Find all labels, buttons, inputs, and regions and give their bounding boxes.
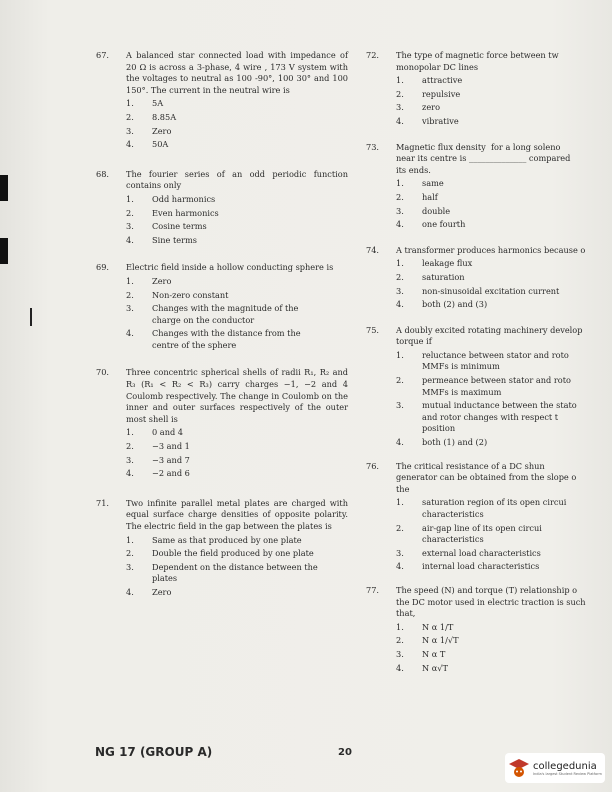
answer-option — [396, 561, 612, 573]
option-number: 2. — [126, 207, 134, 218]
answer-option — [396, 635, 612, 647]
answer-option — [396, 622, 612, 634]
answer-option — [396, 548, 612, 560]
answer-option — [396, 523, 612, 546]
answer-option — [126, 441, 348, 453]
answer-option — [396, 437, 612, 449]
question-number: 70. — [96, 367, 110, 378]
option-text: leakage flux — [422, 258, 473, 269]
option-text: air-gap line of its open circui characteristics — [422, 522, 542, 545]
option-number: 3. — [396, 285, 404, 296]
answer-option — [126, 126, 348, 138]
option-number: 1. — [126, 98, 134, 109]
option-text: both (1) and (2) — [422, 437, 488, 448]
option-text: mutual inductance between the stato and rotor changes with respect t position — [422, 400, 577, 434]
option-text: internal load characteristics — [422, 561, 540, 572]
answer-option — [396, 400, 612, 435]
option-text: Odd harmonics — [152, 193, 216, 204]
question-stem: The critical resistance of a DC shun generator can be obtained from the slope o the — [396, 460, 577, 494]
question — [96, 367, 348, 479]
answer-option — [126, 303, 348, 326]
question-stem: A transformer produces harmonics because o — [396, 244, 586, 255]
option-number: 4. — [396, 115, 404, 126]
option-text: half — [422, 191, 438, 202]
option-text: one fourth — [422, 219, 466, 230]
question — [96, 498, 348, 599]
option-text: double — [422, 205, 451, 216]
option-text: repulsive — [422, 88, 461, 99]
question-stem: The fourier series of an odd periodic function contains only — [126, 168, 348, 191]
answer-option — [126, 235, 348, 247]
option-number: 3. — [126, 561, 134, 572]
option-text: 0 and 4 — [152, 427, 184, 438]
option-text: Double the field produced by one plate — [152, 548, 314, 559]
option-number: 4. — [396, 299, 404, 310]
answer-option — [126, 208, 348, 220]
option-number: 2. — [126, 111, 134, 122]
question-number: 76. — [366, 460, 380, 471]
option-text: −3 and 1 — [152, 441, 190, 452]
question-number: 74. — [366, 244, 380, 255]
option-number: 2. — [396, 271, 404, 282]
option-text: 50A — [152, 139, 169, 150]
answer-option — [126, 112, 348, 124]
option-text: zero — [422, 102, 441, 113]
option-number: 3. — [126, 221, 134, 232]
answer-option — [126, 194, 348, 206]
option-number: 3. — [396, 648, 404, 659]
option-number: 2. — [396, 88, 404, 99]
question-number: 73. — [366, 141, 380, 152]
answer-option — [126, 290, 348, 302]
option-text: Zero — [152, 275, 172, 286]
option-text: attractive — [422, 75, 463, 86]
option-text: saturation region of its open circui characteristics — [422, 497, 567, 519]
question-number: 68. — [96, 168, 110, 179]
answer-option — [396, 206, 612, 218]
option-number: 4. — [396, 437, 404, 448]
option-number: 4. — [126, 328, 134, 339]
answer-option — [396, 497, 612, 520]
option-number: 4. — [126, 468, 134, 479]
option-text: Changes with the distance from the centre of the sphere — [152, 328, 301, 350]
question — [366, 585, 612, 674]
option-number: 1. — [126, 427, 134, 438]
option-text: N α 1/√T — [422, 635, 459, 646]
option-number: 4. — [126, 586, 134, 597]
option-text: −3 and 7 — [152, 454, 190, 465]
question-stem: A balanced star connected load with impedance of 20 Ω is across a 3-phase, 4 wire , 173 V system with the voltages to neutral as 100 -90°, 100 30° and 100 150°. The current in the neutral wire is — [126, 50, 348, 95]
question-stem: The speed (N) and torque (T) relationship o the DC motor used in electric traction is such that, — [396, 584, 586, 619]
option-number: 1. — [396, 349, 404, 360]
option-number: 1. — [126, 193, 134, 204]
option-number: 2. — [396, 191, 404, 202]
option-number: 2. — [126, 289, 134, 300]
option-text: Same as that produced by one plate — [152, 534, 302, 545]
answer-option — [396, 649, 612, 661]
scan-mark — [0, 238, 8, 264]
option-number: 1. — [396, 178, 404, 189]
option-text: Non-zero constant — [152, 289, 229, 300]
option-number: 4. — [396, 561, 404, 572]
paper-code: NG 17 (GROUP A) — [95, 745, 213, 759]
option-number: 3. — [126, 125, 134, 136]
option-number: 3. — [396, 102, 404, 113]
answer-option — [396, 350, 612, 373]
answer-option — [396, 299, 612, 311]
scan-mark — [0, 175, 8, 201]
question-number: 69. — [96, 262, 110, 273]
question — [366, 142, 612, 231]
answer-option — [126, 562, 348, 585]
option-text: both (2) and (3) — [422, 299, 488, 310]
left-column — [96, 50, 348, 599]
option-number: 3. — [396, 205, 404, 216]
question — [366, 461, 612, 573]
option-number: 1. — [396, 75, 404, 86]
collegedunia-logo — [505, 753, 605, 783]
question-number: 71. — [96, 497, 110, 508]
option-number: 3. — [396, 400, 404, 411]
answer-option — [396, 663, 612, 675]
scan-mark — [30, 308, 32, 326]
question-stem: The type of magnetic force between tw monopolar DC lines — [396, 50, 559, 72]
option-text: 8.85A — [152, 111, 177, 122]
question-stem: Three concentric spherical shells of radii R₁, R₂ and R₃ (R₁ < R₂ < R₃) carry charges −1, −2 and 4 Coulomb respectively. The change in Coulomb on the inner and outer surfaces respectively of the outer most shell is — [126, 367, 348, 424]
question-number: 77. — [366, 584, 380, 595]
option-number: 2. — [396, 375, 404, 386]
question-stem: A doubly excited rotating machinery develop torque if — [396, 324, 583, 347]
answer-option — [126, 587, 348, 599]
answer-option — [126, 468, 348, 480]
option-number: 3. — [126, 454, 134, 465]
option-number: 2. — [126, 441, 134, 452]
question — [366, 325, 612, 449]
logo-name: collegedunia — [533, 760, 597, 772]
option-text: vibrative — [422, 115, 459, 126]
answer-option — [396, 192, 612, 204]
option-number: 1. — [396, 497, 404, 508]
option-number: 4. — [126, 139, 134, 150]
option-text: Dependent on the distance between the plates — [152, 561, 318, 584]
answer-option — [396, 272, 612, 284]
question-number: 72. — [366, 50, 380, 60]
question-number: 67. — [96, 50, 110, 60]
question-stem: Magnetic flux density for a long soleno near its centre is ______________ compared its ends. — [396, 141, 571, 175]
option-text: external load characteristics — [422, 547, 541, 558]
answer-option — [396, 258, 612, 270]
answer-option — [126, 98, 348, 110]
answer-option — [396, 102, 612, 114]
answer-option — [126, 427, 348, 439]
option-text: Sine terms — [152, 234, 197, 245]
page-number: 20 — [338, 747, 352, 758]
answer-option — [126, 276, 348, 288]
option-text: same — [422, 178, 444, 189]
question-stem: Electric field inside a hollow conducting sphere is — [126, 262, 334, 273]
option-text: N α 1/T — [422, 621, 454, 632]
answer-option — [396, 219, 612, 231]
option-text: N α√T — [422, 662, 448, 673]
option-text: reluctance between stator and roto MMFs is minimum — [422, 349, 569, 372]
answer-option — [126, 548, 348, 560]
option-number: 1. — [126, 275, 134, 286]
answer-option — [396, 89, 612, 101]
question — [96, 262, 348, 351]
option-text: permeance between stator and roto MMFs is maximum — [422, 375, 571, 397]
answer-option — [126, 535, 348, 547]
option-text: 5A — [152, 98, 164, 109]
option-number: 4. — [396, 662, 404, 673]
answer-option — [396, 178, 612, 190]
question — [96, 50, 348, 151]
option-text: non-sinusoidal excitation current — [422, 285, 560, 296]
question — [366, 245, 612, 311]
logo-tagline: India's largest Student Review Platform — [533, 771, 602, 776]
answer-option — [396, 75, 612, 87]
answer-option — [126, 455, 348, 467]
question-number: 75. — [366, 324, 380, 335]
option-text: Even harmonics — [152, 207, 219, 218]
question-stem: Two infinite parallel metal plates are charged with equal surface charge densities of opposite polarity. The electric field in the gap between the plates is — [126, 497, 348, 531]
option-text: Zero — [152, 586, 172, 597]
option-number: 1. — [126, 534, 134, 545]
option-number: 3. — [396, 547, 404, 558]
graduate-icon — [508, 757, 530, 779]
answer-option — [396, 116, 612, 128]
option-number: 2. — [396, 635, 404, 646]
answer-option — [126, 328, 348, 351]
option-number: 3. — [126, 303, 134, 314]
answer-option — [126, 139, 348, 151]
question — [96, 169, 348, 247]
answer-option — [396, 286, 612, 298]
option-number: 1. — [396, 621, 404, 632]
question — [366, 50, 612, 128]
option-text: saturation — [422, 271, 465, 282]
option-number: 4. — [126, 234, 134, 245]
answer-option — [126, 221, 348, 233]
option-text: N α T — [422, 648, 446, 659]
option-text: Changes with the magnitude of the charge on the conductor — [152, 303, 299, 325]
option-number: 2. — [396, 522, 404, 533]
option-text: Cosine terms — [152, 221, 207, 232]
answer-option — [396, 375, 612, 398]
option-text: Zero — [152, 125, 172, 136]
right-column — [366, 50, 612, 674]
option-number: 1. — [396, 258, 404, 269]
option-number: 4. — [396, 219, 404, 230]
option-number: 2. — [126, 548, 134, 559]
option-text: −2 and 6 — [152, 468, 190, 479]
